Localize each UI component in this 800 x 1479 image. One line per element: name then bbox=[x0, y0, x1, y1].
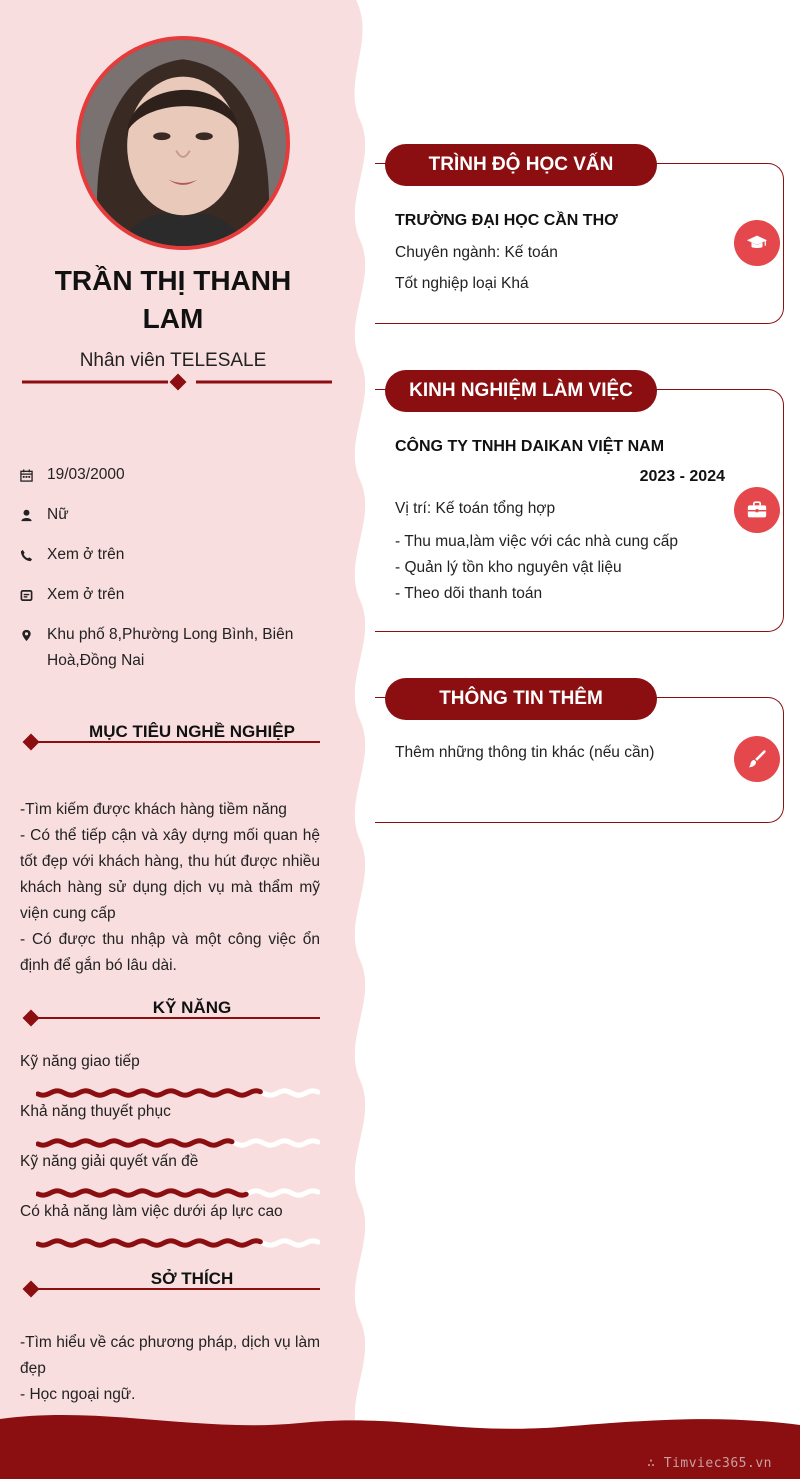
company-name: CÔNG TY TNHH DAIKAN VIỆT NAM bbox=[395, 438, 665, 455]
user-icon bbox=[20, 502, 47, 528]
extra-title: THÔNG TIN THÊM bbox=[385, 678, 657, 720]
skill-label: Khả năng thuyết phục bbox=[20, 1103, 171, 1120]
name-line-1: TRẦN THỊ THANH bbox=[54, 265, 292, 296]
candidate-name bbox=[20, 262, 326, 338]
job-position: Nhân viên TELESALE bbox=[79, 350, 267, 371]
contact-value: 19/03/2000 bbox=[47, 466, 125, 483]
work-period: 2023 - 2024 bbox=[639, 468, 725, 485]
skill-item bbox=[20, 1151, 322, 1199]
skill-label: Kỹ năng giải quyết vấn đề bbox=[20, 1153, 199, 1170]
extra-text: Thêm những thông tin khác (nếu cần) bbox=[395, 744, 655, 761]
skill-bar-track bbox=[260, 1241, 318, 1245]
skill-bar-track bbox=[260, 1091, 318, 1095]
objective-line: -Tìm kiếm được khách hàng tiềm năng bbox=[20, 801, 287, 818]
skill-label: Kỹ năng giao tiếp bbox=[20, 1053, 140, 1070]
objective-line: - Có được thu nhập và một công việc ổn định để gắn bó lâu dài. bbox=[20, 931, 320, 974]
email-icon bbox=[20, 582, 47, 608]
skill-bar-track bbox=[246, 1191, 318, 1195]
objective-text bbox=[20, 797, 320, 979]
contact-value: Khu phố 8,Phường Long Bình, Biên Hoà,Đồng Nai bbox=[47, 626, 294, 669]
briefcase-icon bbox=[734, 487, 780, 533]
watermark: ∴ Timviec365.vn bbox=[647, 1456, 772, 1471]
hobbies-title: SỞ THÍCH bbox=[150, 1269, 234, 1288]
contact-birthdate bbox=[20, 462, 340, 488]
contact-phone bbox=[20, 542, 340, 568]
skills-heading bbox=[22, 998, 322, 1024]
skill-item bbox=[20, 1201, 322, 1249]
duty-item: - Thu mua,làm việc với các nhà cung cấp bbox=[395, 533, 678, 550]
contact-info bbox=[20, 462, 340, 688]
objective-line: - Có thể tiếp cận và xây dựng mối quan hệ tốt đẹp với khách hàng, thu hút được nhiều khách hàng sử dụng dịch vụ mà thẩm mỹ viện cung cấp bbox=[20, 827, 320, 922]
skill-bar-track bbox=[232, 1141, 318, 1145]
skill-bar-fill bbox=[38, 1241, 260, 1245]
graduation-cap-icon bbox=[734, 220, 780, 266]
location-icon bbox=[20, 622, 47, 648]
skills-title: KỸ NĂNG bbox=[152, 998, 232, 1017]
skill-item bbox=[20, 1101, 322, 1149]
name-divider bbox=[22, 372, 332, 392]
education-major: Chuyên ngành: Kế toán bbox=[395, 244, 558, 261]
education-grade: Tốt nghiệp loại Khá bbox=[395, 275, 529, 292]
contact-value: Xem ở trên bbox=[47, 546, 125, 563]
education-title: TRÌNH ĐỘ HỌC VẤN bbox=[385, 144, 657, 186]
experience-body bbox=[395, 436, 725, 607]
objective-title: MỤC TIÊU NGHỀ NGHIỆP bbox=[89, 722, 295, 741]
duty-item: - Theo dõi thanh toán bbox=[395, 585, 543, 602]
skill-bar-fill bbox=[38, 1141, 232, 1145]
school-name: TRƯỜNG ĐẠI HỌC CẦN THƠ bbox=[395, 212, 618, 229]
education-body bbox=[395, 210, 725, 295]
skill-level-bar bbox=[36, 1087, 320, 1099]
skill-level-bar bbox=[36, 1237, 320, 1249]
objective-heading bbox=[22, 722, 322, 748]
contact-value: Nữ bbox=[47, 506, 69, 523]
contact-email bbox=[20, 582, 340, 608]
skill-bar-fill bbox=[38, 1091, 260, 1095]
skill-level-bar bbox=[36, 1137, 320, 1149]
skill-label: Có khả năng làm việc dưới áp lực cao bbox=[20, 1203, 283, 1220]
skill-level-bar bbox=[36, 1187, 320, 1199]
avatar bbox=[76, 36, 290, 250]
brush-icon bbox=[734, 736, 780, 782]
skill-bar-fill bbox=[38, 1191, 246, 1195]
work-role: Vị trí: Kế toán tổng hợp bbox=[395, 500, 556, 517]
hobbies-heading bbox=[22, 1269, 322, 1295]
hobby-line: - Học ngoại ngữ. bbox=[20, 1386, 136, 1403]
calendar-icon bbox=[20, 462, 47, 488]
avatar-photo bbox=[80, 40, 286, 246]
contact-value: Xem ở trên bbox=[47, 586, 125, 603]
duty-list bbox=[395, 529, 725, 607]
phone-icon bbox=[20, 542, 47, 568]
experience-title: KINH NGHIỆM LÀM VIỆC bbox=[385, 370, 657, 412]
contact-gender bbox=[20, 502, 340, 528]
contact-address bbox=[20, 622, 340, 674]
duty-item: - Quản lý tồn kho nguyên vật liệu bbox=[395, 559, 622, 576]
hobby-line: -Tìm hiểu về các phương pháp, dịch vụ làm đẹp bbox=[20, 1334, 320, 1377]
skill-item bbox=[20, 1051, 322, 1099]
name-line-2: LAM bbox=[142, 303, 204, 334]
hobbies-text bbox=[20, 1330, 320, 1408]
